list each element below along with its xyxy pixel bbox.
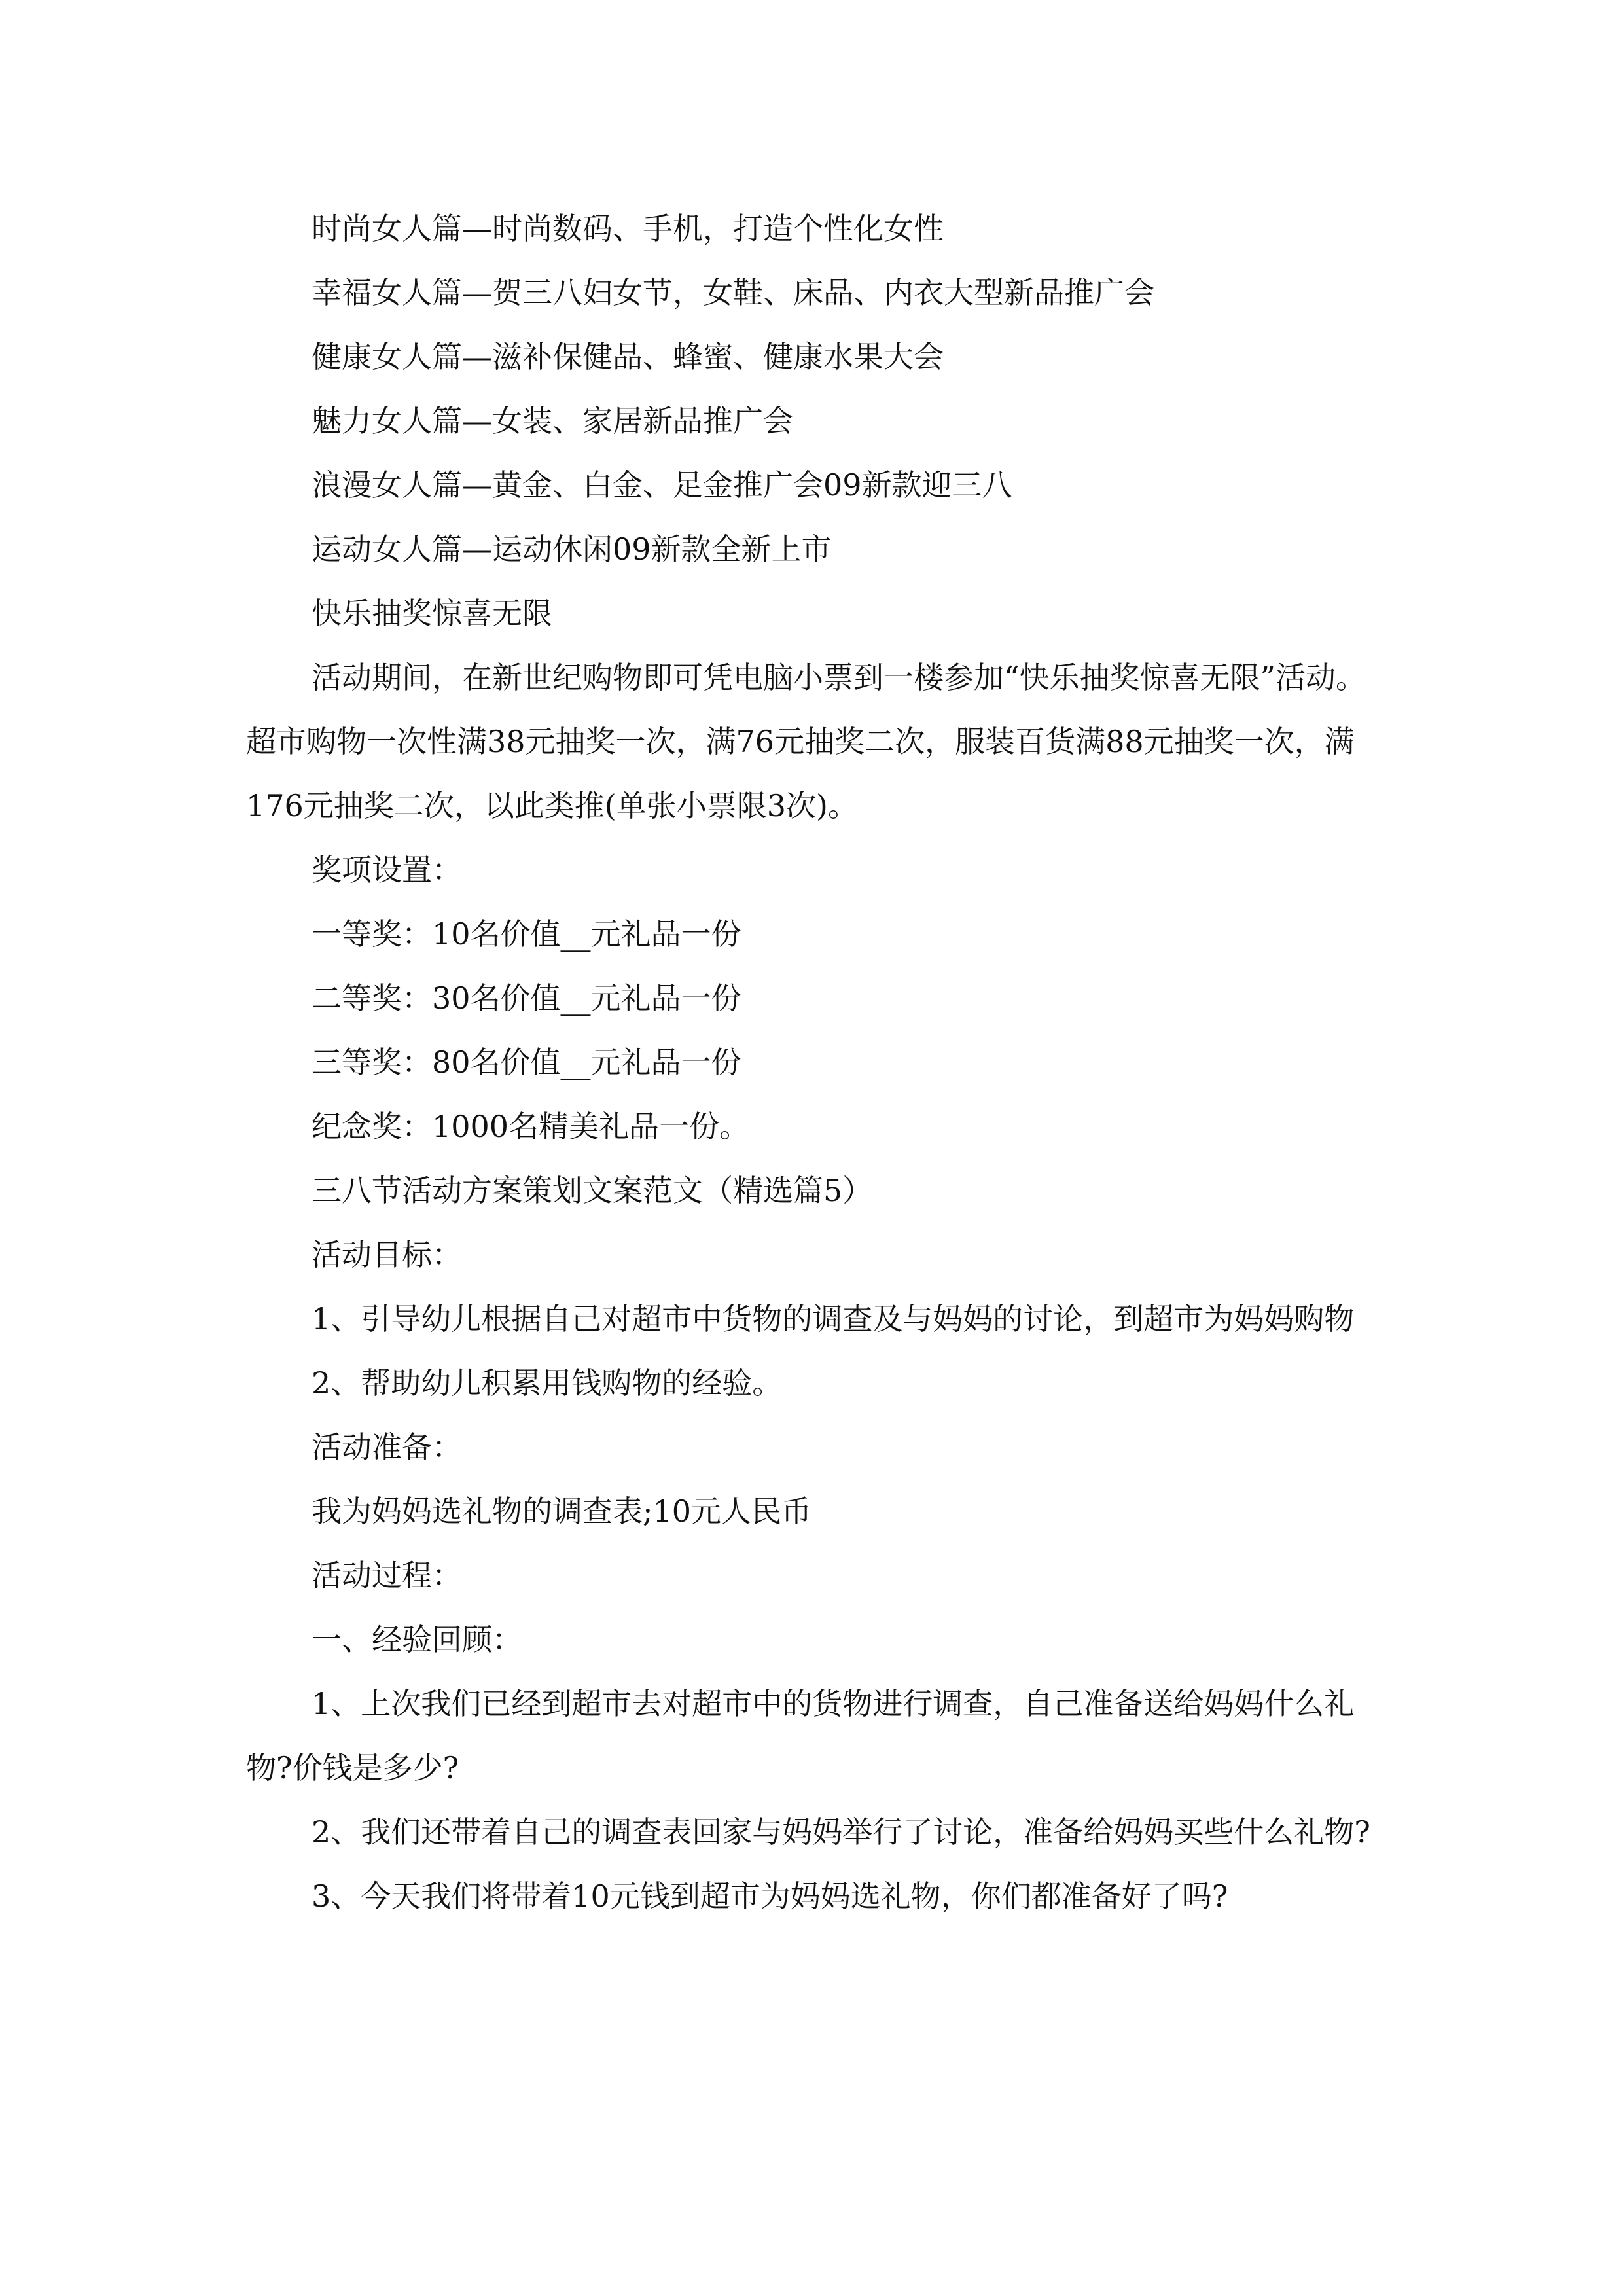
prize-second: 二等奖：30名价值__元礼品一份 <box>312 980 741 1016</box>
review-item-1: 1、上次我们已经到超市去对超市中的货物进行调查，自己准备送给妈妈什么礼物?价钱是多少? <box>246 1686 1355 1785</box>
section-heading-lottery: 快乐抽奖惊喜无限 <box>312 596 552 631</box>
prize-souvenir: 纪念奖：1000名精美礼品一份。 <box>312 1109 750 1144</box>
prize-third: 三等奖：80名价值__元礼品一份 <box>312 1045 741 1080</box>
paragraph-promo-health: 健康女人篇—滋补保健品、蜂蜜、健康水果大会 <box>312 339 944 374</box>
prize-first: 一等奖：10名价值__元礼品一份 <box>312 916 741 952</box>
paragraph-promo-happiness: 幸福女人篇—贺三八妇女节，女鞋、床品、内衣大型新品推广会 <box>312 275 1154 310</box>
section-heading-goals: 活动目标： <box>312 1237 462 1272</box>
section-heading-process: 活动过程： <box>312 1558 462 1593</box>
paragraph-promo-sports: 运动女人篇—运动休闲09新款全新上市 <box>312 531 832 567</box>
review-item-3: 3、今天我们将带着10元钱到超市为妈妈选礼物，你们都准备好了吗? <box>312 1878 1228 1914</box>
article-title-part-5: 三八节活动方案策划文案范文（精选篇5） <box>312 1173 873 1208</box>
paragraph-promo-fashion: 时尚女人篇—时尚数码、手机，打造个性化女性 <box>312 211 944 246</box>
paragraph-lottery-rules: 活动期间，在新世纪购物即可凭电脑小票到一楼参加“快乐抽奖惊喜无限”活动。超市购物一次性满38元抽奖一次，满76元抽奖二次，服装百货满88元抽奖一次，满176元抽奖二次，以此类推(单张小票限3次)。 <box>246 660 1366 823</box>
review-item-2: 2、我们还带着自己的调查表回家与妈妈举行了讨论，准备给妈妈买些什么礼物? <box>312 1814 1370 1850</box>
subheading-review: 一、经验回顾： <box>312 1622 522 1657</box>
paragraph-promo-romance: 浪漫女人篇—黄金、白金、足金推广会09新款迎三八 <box>312 467 1012 503</box>
section-heading-prizes: 奖项设置： <box>312 852 462 888</box>
document-body <box>246 196 1385 1928</box>
preparation-item: 我为妈妈选礼物的调查表;10元人民币 <box>312 1494 812 1529</box>
paragraph-promo-charm: 魅力女人篇—女装、家居新品推广会 <box>312 403 793 439</box>
section-heading-preparation: 活动准备： <box>312 1429 462 1465</box>
goal-item-1: 1、引导幼儿根据自己对超市中货物的调查及与妈妈的讨论，到超市为妈妈购物 <box>312 1301 1355 1336</box>
goal-item-2: 2、帮助幼儿积累用钱购物的经验。 <box>312 1365 783 1401</box>
